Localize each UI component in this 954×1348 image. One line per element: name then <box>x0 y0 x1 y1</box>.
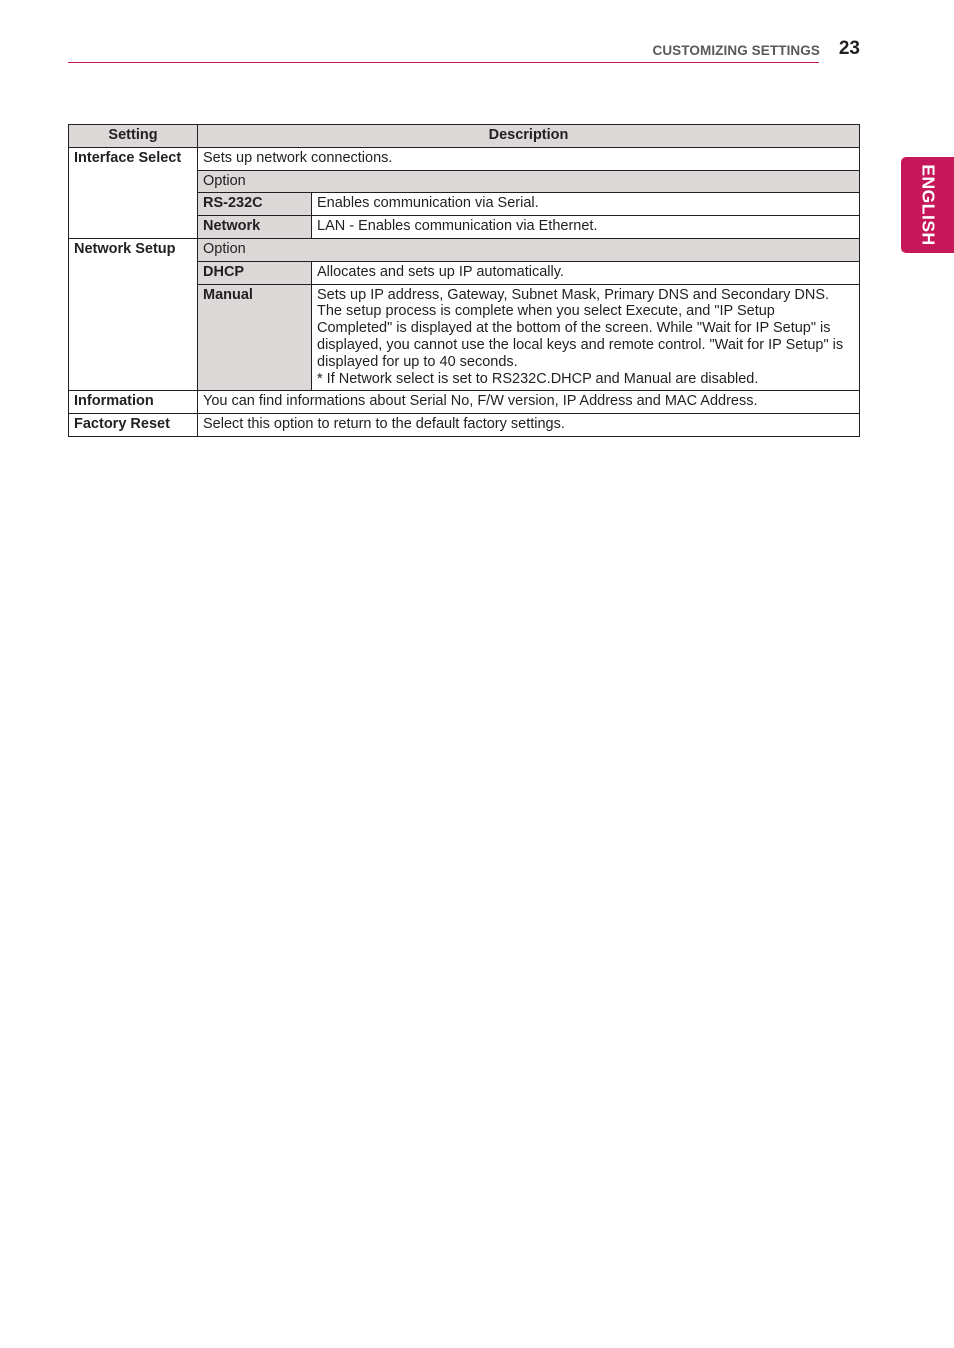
manual-description-line: The setup process is complete when you select Execute, and "IP Setup Completed" is displayed at the bottom of the screen. While "Wait for IP Setup" is displayed, you cannot use the local keys and remote control. "Wait for IP Setup" is displayed for up to 40 seconds. <box>317 303 844 370</box>
information-description: You can find informations about Serial No, F/W version, IP Address and MAC Address. <box>198 391 860 414</box>
option-name-rs232c: RS-232C <box>198 193 312 216</box>
option-description-network: LAN - Enables communication via Ethernet. <box>312 216 860 239</box>
table-row <box>69 391 860 414</box>
option-name-manual: Manual <box>198 284 312 391</box>
option-label: Option <box>198 170 860 193</box>
settings-table <box>68 124 860 437</box>
option-description-manual <box>312 284 860 391</box>
manual-description-note: * If Network select is set to RS232C.DHCP and Manual are disabled. <box>317 370 759 387</box>
page-header <box>68 38 860 62</box>
header-setting: Setting <box>69 125 198 148</box>
table-row <box>69 238 860 261</box>
table-row <box>69 414 860 437</box>
setting-name-factory-reset: Factory Reset <box>69 414 198 437</box>
option-name-network: Network <box>198 216 312 239</box>
page-number: 23 <box>838 38 860 59</box>
header-divider <box>68 62 819 63</box>
table-row <box>69 147 860 170</box>
interface-select-description: Sets up network connections. <box>198 147 860 170</box>
setting-name-interface-select: Interface Select <box>69 147 198 238</box>
option-description-rs232c: Enables communication via Serial. <box>312 193 860 216</box>
factory-reset-description: Select this option to return to the default factory settings. <box>198 414 860 437</box>
option-name-dhcp: DHCP <box>198 261 312 284</box>
option-label: Option <box>198 238 860 261</box>
language-tab-label: ENGLISH <box>918 164 938 246</box>
setting-name-information: Information <box>69 391 198 414</box>
section-title: CUSTOMIZING SETTINGS <box>652 43 820 58</box>
table-header-row <box>69 125 860 148</box>
header-description: Description <box>198 125 860 148</box>
manual-description-line: Sets up IP address, Gateway, Subnet Mask, Primary DNS and Secondary DNS. <box>317 286 830 303</box>
option-description-dhcp: Allocates and sets up IP automatically. <box>312 261 860 284</box>
language-tab <box>901 157 954 253</box>
setting-name-network-setup: Network Setup <box>69 238 198 390</box>
